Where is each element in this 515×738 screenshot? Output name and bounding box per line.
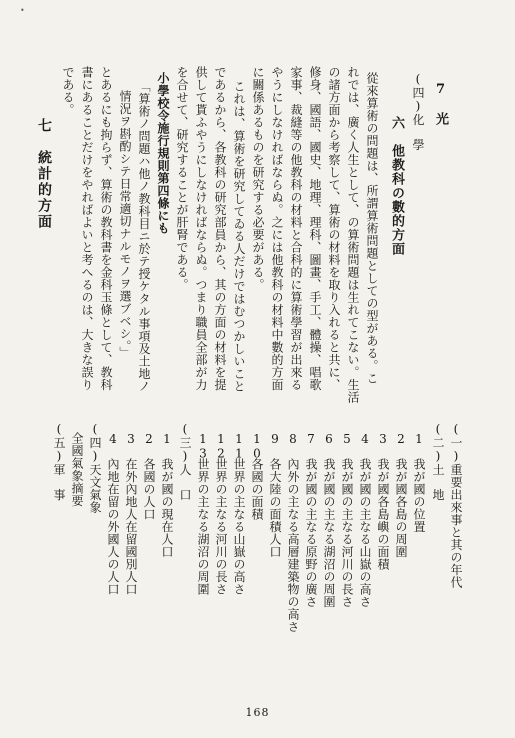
- para2-line: であるから、各教科の研究部員から、其の方面の材料を提: [213, 66, 227, 391]
- para1-line: 家事、裁縫等の他教科の材料と合科的に算術學習が出來る: [289, 66, 303, 391]
- subsection-5: (五)軍 事: [52, 422, 66, 501]
- para1-line: に關係あるものを研究する必要がある。: [251, 66, 265, 291]
- pop-item-num: 4: [106, 432, 120, 447]
- subsection-1: (一)重要出來事と其の年代: [449, 422, 463, 589]
- land-item-num: 10: [250, 432, 264, 461]
- land-item-text: 各大陸の面積人口: [268, 458, 282, 558]
- land-item-text: 世界の主なる湖沼の周圍: [196, 458, 210, 596]
- land-item-num: 2: [394, 432, 408, 447]
- para1-line: 從來算術の問題は、所謂算術問題としての型がある。こ: [365, 72, 379, 385]
- land-item-num: 7: [304, 432, 318, 447]
- pop-item-num: 1: [160, 432, 174, 447]
- pop-item-text: 我が國の現在人口: [160, 458, 174, 558]
- scan-speck: •: [20, 6, 25, 15]
- land-item-text: 各國の面積: [250, 458, 264, 521]
- section-7-title: 七 統計的方面: [36, 118, 52, 230]
- page-number: 168: [245, 706, 270, 719]
- land-item-num: 6: [322, 432, 336, 447]
- land-item-num: 9: [268, 432, 282, 447]
- land-item-text: 我が國の主なる湖沼の周圍: [322, 458, 336, 608]
- land-item-num: 12: [214, 432, 228, 461]
- land-item-text: 我が國各島嶼の面積: [376, 458, 390, 571]
- para2-line: 供して貰ふやうにしなければならぬ。つまり職員全部が力: [194, 66, 208, 391]
- land-item-text: 內外の主なる高層建築物の高さ: [286, 458, 300, 633]
- pop-item-text: 在外內地人在留國別人口: [124, 458, 138, 596]
- land-item-text: 我が國の位置: [412, 458, 426, 533]
- para3-line: である。: [61, 66, 75, 116]
- quote-line: 情況ヲ斟酌シテ日常適切ナルモノヲ選ブベシ。」: [118, 90, 132, 359]
- para3-intro: 小學校令施行規則第四條にも: [156, 72, 170, 235]
- quote-line: 「算術ノ問題ハ他ノ教科目ニ於テ授ケタル事項及土地ノ: [137, 80, 151, 393]
- subsection-4: (四)天文氣象: [88, 422, 102, 514]
- subsection-2: (二)土 地: [431, 422, 445, 501]
- land-item-num: 13: [196, 432, 210, 461]
- land-item-text: 我が國の主なる山嶽の高さ: [358, 458, 372, 608]
- pop-item-num: 3: [124, 432, 138, 447]
- para2-line: を合せて、研究することが肝腎である。: [175, 66, 189, 291]
- land-item-num: 4: [358, 432, 372, 447]
- land-item-text: 我が國各島の周圍: [394, 458, 408, 558]
- subsection-3: (三)人 口: [178, 422, 192, 501]
- para1-line: れでは、廣く人生として、の算術問題は生れてこない。生活: [346, 66, 360, 404]
- para2-line: これは、算術を研究してゐる人だけではむつかしいこと: [232, 80, 246, 393]
- land-item-num: 1: [412, 432, 426, 447]
- pop-item-num: 2: [142, 432, 156, 447]
- para3-line: 書にあることだけをやればよいと考へるのは、大きな誤り: [80, 66, 94, 391]
- land-item-num: 11: [232, 432, 246, 461]
- para1-line: やうにしなければならぬ。之には他教科の材料中數的方面: [270, 66, 284, 391]
- para1-line: 修身、國語、國史、地理、理科、圖畫、手工、體操、唱歌: [308, 66, 322, 391]
- para1-line: の諸方面から考察して、算術の材料を取り入れると共に、: [327, 66, 341, 391]
- item-heading-light: 7 光: [433, 82, 448, 126]
- land-item-text: 世界の主なる山嶽の高さ: [232, 458, 246, 596]
- land-item-num: 8: [286, 432, 300, 447]
- pop-item-text: 各國の人口: [142, 458, 156, 521]
- section-label-chemistry: (四)化 學: [411, 72, 425, 151]
- weather-item: 全國氣象摘要: [70, 432, 84, 507]
- land-item-num: 5: [340, 432, 354, 447]
- pop-item-text: 內地在留の外國人の人口: [106, 458, 120, 596]
- section-6-title: 六 他教科の數的方面: [389, 116, 404, 256]
- para3-line: とあるにも拘らず、算術の教科書を金科玉條として、教科: [99, 66, 113, 391]
- land-item-num: 3: [376, 432, 390, 447]
- land-item-text: 我が國の主なる原野の廣さ: [304, 458, 318, 608]
- land-item-text: 世界の主なる河川の長さ: [214, 458, 228, 596]
- land-item-text: 我が國の主なる河川の長さ: [340, 458, 354, 608]
